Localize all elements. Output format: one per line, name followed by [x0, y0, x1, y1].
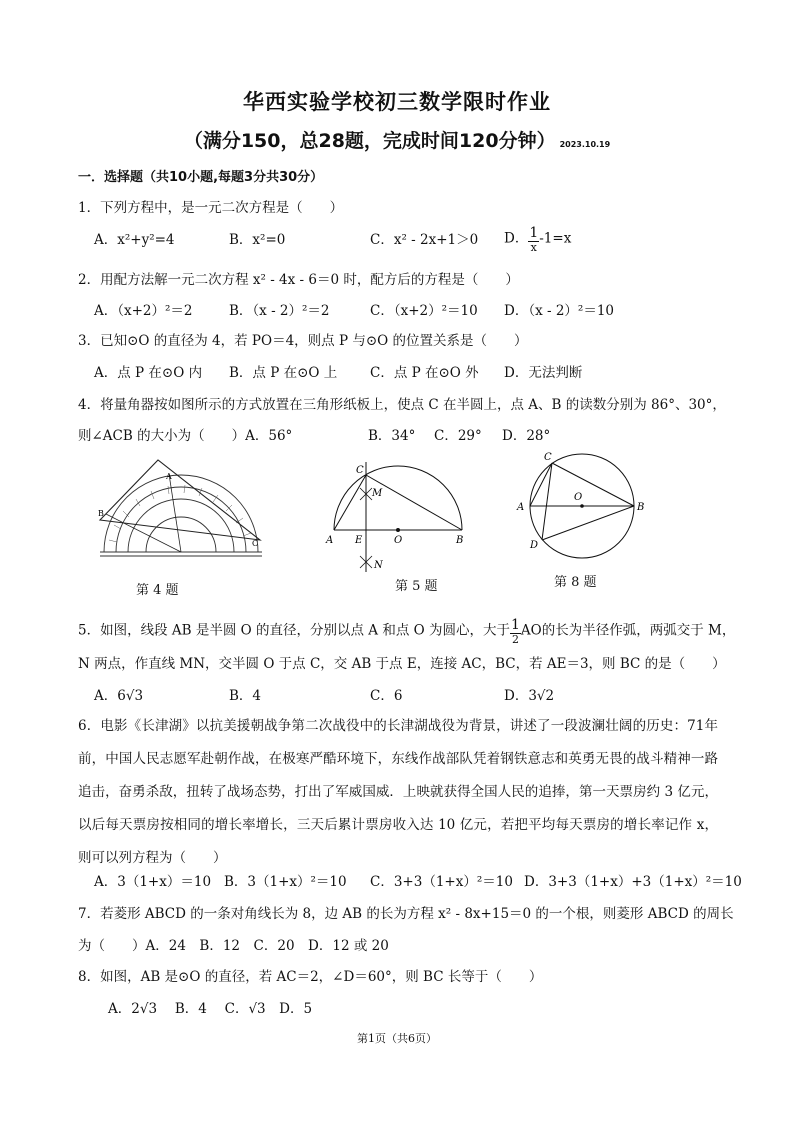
figure-8-circle — [508, 446, 660, 566]
fig5-label-e: E — [355, 535, 363, 546]
fig5-label-o: O — [394, 535, 403, 546]
q5-fraction — [510, 617, 521, 645]
q4-option-b: B．34° — [368, 428, 416, 444]
figure-8-caption: 第 8 题 — [554, 575, 597, 590]
q5-option-d: D．3√2 — [504, 688, 555, 704]
protractor-center-arc — [146, 517, 216, 552]
q4-option-c: C．29° — [434, 428, 482, 444]
fig4-label-c: C — [252, 539, 259, 548]
line-to-b — [106, 514, 181, 552]
fig5-label-m: M — [372, 488, 383, 499]
figure-5-semicircle — [320, 456, 470, 576]
figure-5-caption: 第 5 题 — [395, 579, 438, 594]
fig5-label-c: C — [356, 465, 364, 476]
q1-d-frac-den: x — [530, 241, 537, 254]
page-footer: 第1页（共6页） — [357, 1032, 437, 1045]
q5-option-c: C．6 — [370, 688, 403, 704]
fig8-label-a: A — [517, 502, 525, 513]
question-5-line2: N 两点，作直线 MN，交半圆 O 于点 C，交 AB 于点 E，连接 AC，BC，若 AE＝3，则 BC 的是（ ） — [78, 656, 726, 672]
q6-option-c: C．3+3（1+x）²＝10 — [370, 874, 513, 890]
q5-line1-post: AO的长为半径作弧，两弧交于 M， — [520, 622, 736, 639]
q5-option-b: B．4 — [229, 688, 262, 704]
question-2-stem: 2．用配方法解一元二次方程 x² - 4x - 6＝0 时，配方后的方程是（ ） — [78, 272, 519, 288]
q6-option-a: A．3（1+x）＝10 — [94, 874, 212, 890]
q2-option-d: D．（x - 2）²＝10 — [504, 303, 615, 319]
exam-date: 2023.10.19 — [559, 140, 611, 149]
question-5-line1 — [78, 617, 735, 645]
q2-option-c: C．（x+2）²＝10 — [370, 303, 478, 319]
question-7-line1: 7．若菱形 ABCD 的一条对角线长为 8，边 AB 的长为方程 x² - 8x+15＝0 的一个根，则菱形 ABCD 的周长 — [78, 906, 734, 922]
q1-option-c: C．x² - 2x+1＞0 — [370, 232, 479, 248]
figure-4-caption: 第 4 题 — [136, 583, 179, 598]
q5-option-a: A．6√3 — [94, 688, 144, 704]
q3-option-d: D．无法判断 — [504, 365, 583, 381]
fig8-label-b: B — [637, 502, 645, 513]
q3-option-c: C．点 P 在⊙O 外 — [370, 365, 479, 381]
semicircle-arc — [334, 466, 462, 530]
question-7-line2: 为（ ）A．24 B．12 C．20 D．12 或 20 — [78, 938, 389, 954]
fig5-label-n: N — [374, 560, 383, 571]
segment-ac — [530, 463, 552, 506]
line-to-a — [169, 474, 181, 552]
q3-option-a: A．点 P 在⊙O 内 — [94, 365, 203, 381]
q3-option-b: B．点 P 在⊙O 上 — [229, 365, 338, 381]
fig5-label-b: B — [456, 535, 464, 546]
q6-option-b: B．3（1+x）²＝10 — [224, 874, 347, 890]
question-6-paragraph: 6．电影《长津湖》以抗美援朝战争第二次战役中的长津湖战役为背景，讲述了一段波澜壮阔的历史：71年前，中国人民志愿军赴朝作战，在极寒严酷环境下，东线作战部队凭着钢铁意志和英勇无畏的战斗精神一路追击，奋勇杀敌，扭转了战场态势，打出了军威国威．上映就获得全国人民的追捧，第一天票房约 3 亿元，以后每天票房按相同的增长率增长，三天后累计票房收入达 10 亿元，若把平均每天票房的增长率记作 x，则可以列方程为（ ） — [78, 718, 718, 866]
subtitle-text: （满分150，总28题，完成时间120分钟） — [183, 130, 556, 152]
protractor-middle-arc — [116, 487, 246, 552]
segment-ac — [334, 475, 366, 530]
fig5-label-a: A — [326, 535, 334, 546]
q6-option-d: D．3+3（1+x）+3（1+x）²＝10 — [524, 874, 742, 890]
q1-d-frac-num: 1 — [529, 225, 539, 241]
section-heading: 一．选择题（共10小题,每题3分共30分） — [78, 170, 324, 185]
page-subtitle — [0, 126, 794, 153]
question-4-line1: 4．将量角器按如图所示的方式放置在三角形纸板上，使点 C 在半圆上，点 A、B 的读数分别为 86°、30°， — [78, 397, 726, 413]
figure-4-protractor — [96, 452, 266, 562]
fig8-label-d: D — [530, 540, 539, 551]
q5-line1-pre: 5．如图，线段 AB 是半圆 O 的直径，分别以点 A 和点 O 为圆心，大于 — [78, 622, 510, 639]
segment-cb — [552, 463, 634, 506]
segment-cd — [542, 463, 552, 540]
question-1-stem: 1．下列方程中，是一元二次方程是（ ） — [78, 200, 344, 216]
fig4-label-b: B — [98, 509, 104, 518]
protractor-outer-arc — [104, 475, 258, 552]
fig8-label-o: O — [574, 492, 583, 503]
q1-option-d-label: D． — [504, 230, 529, 247]
q1-option-a: A．x²+y²=4 — [94, 232, 175, 248]
q1-option-b: B．x²=0 — [229, 232, 286, 248]
page-title: 华西实验学校初三数学限时作业 — [243, 90, 551, 114]
center-o-dot — [396, 528, 400, 532]
q2-option-b: B．（x - 2）²＝2 — [229, 303, 330, 319]
q5-frac-num: 1 — [510, 617, 520, 633]
question-8-options: A．2√3 B．4 C．√3 D．5 — [108, 1001, 313, 1017]
center-o-dot — [580, 504, 584, 508]
question-8-stem: 8．如图，AB 是⊙O 的直径，若 AC＝2，∠D＝60°，则 BC 长等于（ ） — [78, 969, 543, 985]
q2-option-a: A．（x+2）²＝2 — [94, 303, 193, 319]
segment-bc — [366, 475, 462, 530]
q5-frac-den: 2 — [511, 633, 519, 646]
q1-option-d-fraction — [528, 225, 539, 253]
q4-option-a-line: 则∠ACB 的大小为（ ）A．56° — [78, 428, 293, 444]
q1-option-d — [504, 225, 571, 253]
q4-option-d: D．28° — [502, 428, 551, 444]
q1-option-d-rest: -1=x — [539, 230, 572, 247]
fig4-label-a: A — [166, 472, 172, 481]
segment-db — [542, 506, 634, 540]
question-4-line2 — [78, 427, 292, 445]
fig8-label-c: C — [544, 452, 552, 463]
question-3-stem: 3．已知⊙O 的直径为 4，若 PO＝4，则点 P 与⊙O 的位置关系是（ ） — [78, 333, 528, 349]
